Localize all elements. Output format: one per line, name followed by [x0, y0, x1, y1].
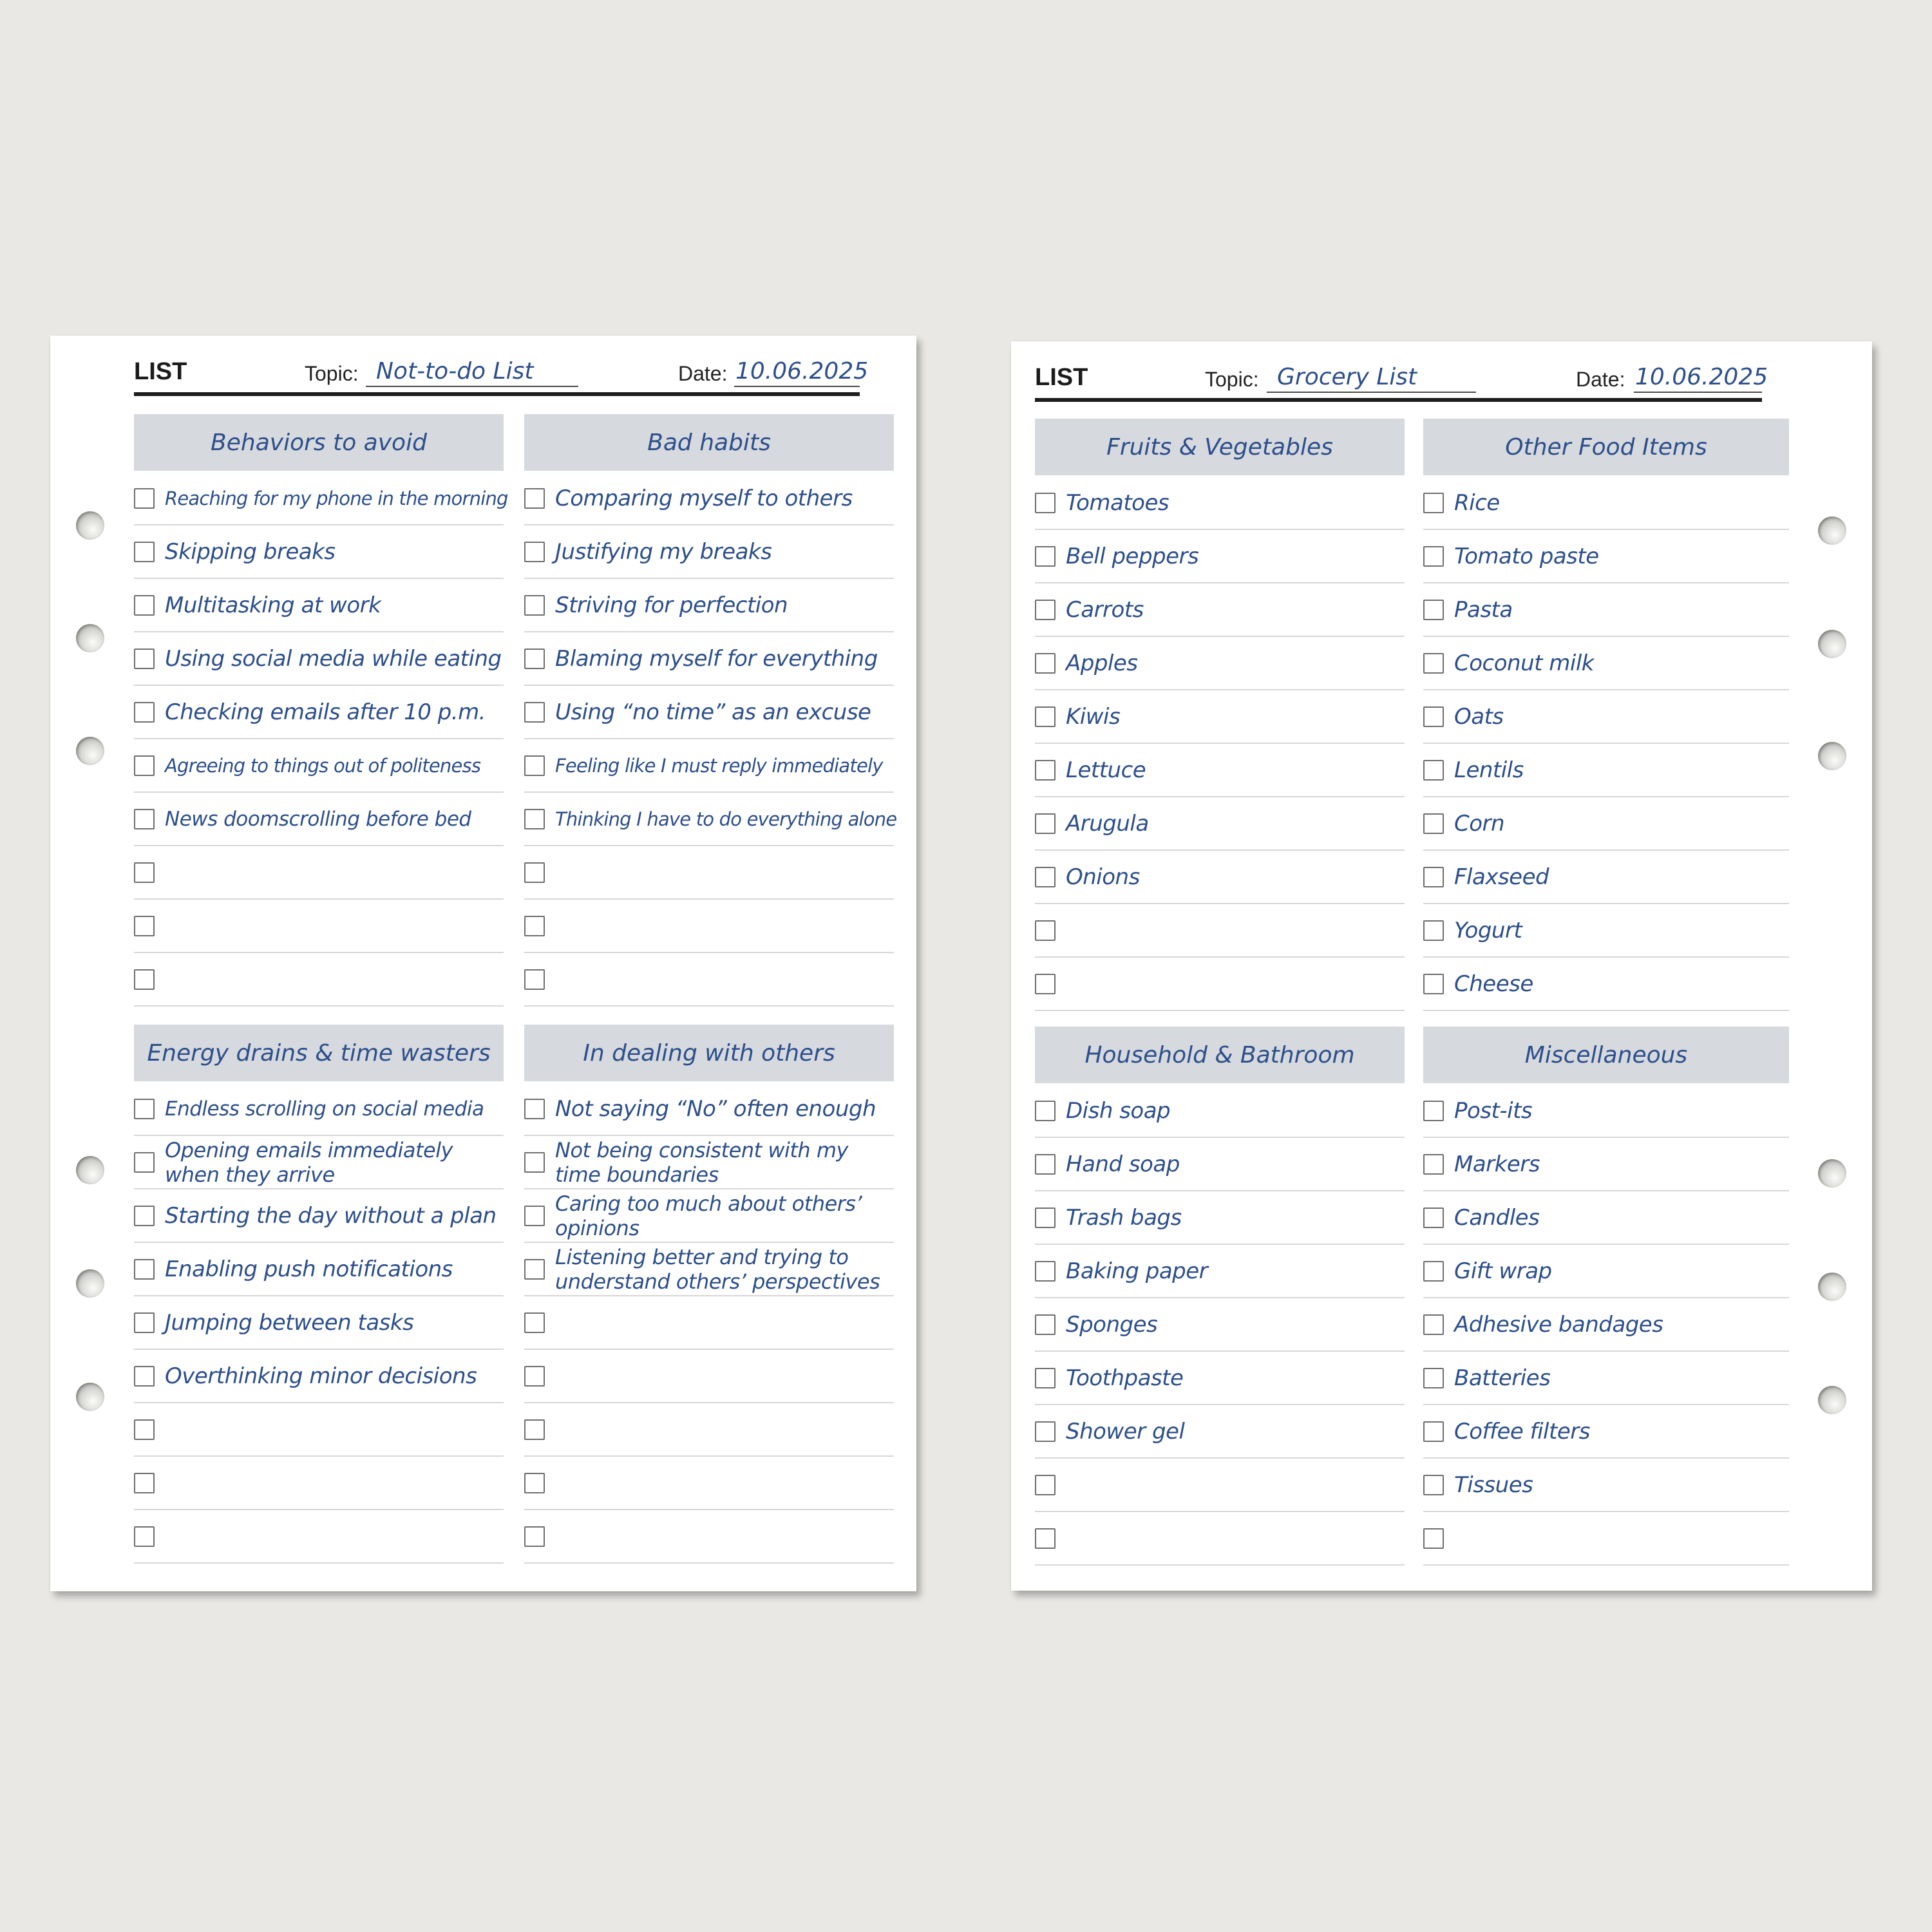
- list-item: [524, 1083, 894, 1136]
- checkbox[interactable]: [1035, 974, 1056, 994]
- item-text: Reaching for my phone in the morning: [165, 487, 508, 509]
- punch-hole: [76, 624, 104, 652]
- list-item: [134, 1083, 504, 1136]
- item-text: Skipping breaks: [165, 538, 336, 565]
- date-label: Date:: [678, 362, 728, 385]
- checkbox[interactable]: [134, 702, 155, 723]
- checkbox[interactable]: [1423, 600, 1444, 620]
- checkbox[interactable]: [1035, 813, 1056, 834]
- item-text: Tomato paste: [1454, 543, 1599, 569]
- list-item: [1035, 744, 1405, 797]
- checkbox[interactable]: [1035, 653, 1056, 674]
- checkbox[interactable]: [1423, 1154, 1444, 1175]
- checkbox[interactable]: [1423, 706, 1444, 727]
- item-text: News doomscrolling before bed: [165, 807, 471, 831]
- list-item: [134, 632, 504, 686]
- checkbox[interactable]: [1423, 867, 1444, 887]
- checkbox[interactable]: [524, 969, 545, 990]
- list-item: [1423, 1512, 1789, 1566]
- section-household-bathroom: [1035, 1027, 1405, 1566]
- item-text: Striving for perfection: [555, 592, 788, 618]
- punch-hole: [76, 1156, 104, 1184]
- checkbox[interactable]: [134, 1366, 155, 1387]
- punch-hole: [1818, 1273, 1846, 1301]
- item-text: Lentils: [1454, 757, 1524, 783]
- item-text: Yogurt: [1454, 917, 1522, 943]
- item-text: Checking emails after 10 p.m.: [165, 699, 486, 725]
- checkbox[interactable]: [524, 916, 545, 936]
- checkbox[interactable]: [1423, 813, 1444, 834]
- list-item: [1423, 904, 1789, 958]
- item-text: Cheese: [1454, 971, 1533, 997]
- list-item: [1423, 1084, 1789, 1138]
- section-behaviors-to-avoid: [134, 414, 508, 1007]
- section-title: Household & Bathroom: [1035, 1027, 1405, 1083]
- list-item: [1423, 744, 1789, 797]
- list-item: [134, 1243, 504, 1296]
- item-text: Arugula: [1066, 810, 1149, 837]
- checkbox[interactable]: [1035, 1528, 1056, 1549]
- item-text: Flaxseed: [1454, 864, 1549, 890]
- list-item: [524, 1243, 894, 1296]
- checkbox[interactable]: [134, 595, 155, 616]
- section-title: Behaviors to avoid: [134, 414, 504, 471]
- punch-hole: [1818, 1386, 1846, 1414]
- list-item: [1035, 1138, 1405, 1191]
- list-item: [1035, 690, 1405, 744]
- item-text: Bell peppers: [1066, 543, 1199, 569]
- item-text: Lettuce: [1066, 757, 1146, 783]
- item-text: Using social media while eating: [165, 645, 502, 672]
- checkbox[interactable]: [524, 1526, 545, 1547]
- item-text: Comparing myself to others: [555, 485, 853, 511]
- checkbox[interactable]: [1423, 1368, 1444, 1388]
- section-energy-drains: [134, 1025, 504, 1564]
- item-text: Hand soap: [1066, 1151, 1180, 1177]
- item-text: Coffee filters: [1454, 1418, 1590, 1444]
- checkbox[interactable]: [1035, 920, 1056, 941]
- checkbox[interactable]: [1035, 1314, 1056, 1335]
- checkbox[interactable]: [134, 1206, 155, 1226]
- item-text: Listening better and trying to understand others’ perspectives: [555, 1244, 880, 1294]
- item-text: Markers: [1454, 1151, 1540, 1177]
- list-item: [1035, 958, 1405, 1011]
- list-item: [134, 1296, 504, 1350]
- list-item: [1035, 851, 1405, 904]
- checkbox[interactable]: [1035, 1421, 1056, 1442]
- list-item: [134, 579, 504, 632]
- list-item: [134, 1136, 504, 1189]
- item-text: Using “no time” as an excuse: [555, 699, 871, 725]
- checkbox[interactable]: [524, 1259, 545, 1280]
- list-item: [524, 793, 897, 846]
- checkbox[interactable]: [524, 862, 545, 883]
- section-title: Fruits & Vegetables: [1035, 419, 1405, 475]
- item-text: Corn: [1454, 810, 1505, 837]
- checkbox[interactable]: [134, 649, 155, 669]
- section-bad-habits: [524, 414, 897, 1007]
- list-item: [524, 472, 894, 526]
- item-text: Apples: [1066, 650, 1138, 676]
- item-text: Dish soap: [1066, 1097, 1171, 1124]
- checkbox[interactable]: [1035, 1261, 1056, 1282]
- item-text: Jumping between tasks: [165, 1309, 414, 1336]
- checkbox[interactable]: [134, 542, 155, 562]
- checkbox[interactable]: [524, 702, 545, 723]
- list-item: [524, 846, 894, 900]
- punch-hole: [1818, 630, 1846, 658]
- list-item: [1423, 958, 1789, 1011]
- checkbox[interactable]: [134, 1312, 155, 1333]
- list-item: [1423, 797, 1789, 851]
- topic-field[interactable]: Not-to-do List: [366, 356, 578, 387]
- item-text: Baking paper: [1066, 1258, 1208, 1284]
- item-text: Enabling push notifications: [165, 1256, 453, 1282]
- section-title: Miscellaneous: [1423, 1027, 1789, 1083]
- checkbox[interactable]: [1035, 867, 1056, 887]
- checkbox[interactable]: [134, 1099, 155, 1119]
- checkbox[interactable]: [134, 1152, 155, 1173]
- checkbox[interactable]: [134, 969, 155, 990]
- item-text: Multitasking at work: [165, 592, 381, 618]
- item-text: Opening emails immediately when they arrive: [165, 1137, 453, 1187]
- section-fruits-vegetables: [1035, 419, 1405, 1011]
- item-text: Gift wrap: [1454, 1258, 1552, 1284]
- list-item: [524, 686, 894, 739]
- list-item: [524, 739, 894, 793]
- checkbox[interactable]: [1423, 1314, 1444, 1335]
- item-text: Starting the day without a plan: [165, 1202, 497, 1229]
- list-item: [524, 1350, 894, 1403]
- list-item: [1423, 1191, 1789, 1245]
- checkbox[interactable]: [1035, 493, 1056, 513]
- list-item: [1423, 1352, 1789, 1405]
- checkbox[interactable]: [1423, 1208, 1444, 1228]
- checkbox[interactable]: [524, 1099, 545, 1119]
- list-item: [134, 793, 504, 846]
- list-item: [1423, 690, 1789, 744]
- list-item: [1423, 1459, 1789, 1512]
- list-item: [1035, 1084, 1405, 1138]
- checkbox[interactable]: [1423, 920, 1444, 941]
- list-item: [1035, 1512, 1405, 1566]
- list-item: [134, 1350, 504, 1403]
- list-item: [1035, 904, 1405, 958]
- punch-hole: [1818, 516, 1846, 545]
- checkbox[interactable]: [1423, 493, 1444, 513]
- list-item: [1035, 1405, 1405, 1459]
- list-item: [134, 1510, 504, 1564]
- checkbox[interactable]: [134, 862, 155, 883]
- list-item: [134, 953, 504, 1007]
- checkbox[interactable]: [1423, 1101, 1444, 1121]
- item-text: Sponges: [1066, 1311, 1158, 1338]
- list-item: [524, 953, 894, 1007]
- list-item: [1423, 1245, 1789, 1298]
- checkbox[interactable]: [134, 755, 155, 776]
- list-item: [1035, 1298, 1405, 1352]
- list-title: LIST: [134, 358, 187, 385]
- date-field[interactable]: 10.06.2025: [1634, 362, 1762, 393]
- list-item: [1423, 1298, 1789, 1352]
- item-text: Caring too much about others’ opinions: [555, 1191, 862, 1240]
- list-item: [1035, 797, 1405, 851]
- item-text: Endless scrolling on social media: [165, 1097, 484, 1121]
- checkbox[interactable]: [134, 1259, 155, 1280]
- checkbox[interactable]: [134, 488, 155, 509]
- list-item: [524, 1510, 894, 1564]
- section-dealing-with-others: [524, 1025, 894, 1564]
- checkbox[interactable]: [1035, 706, 1056, 727]
- list-item: [1035, 530, 1405, 583]
- checkbox[interactable]: [524, 1419, 545, 1440]
- list-item: [1423, 583, 1789, 637]
- checkbox[interactable]: [1423, 1421, 1444, 1442]
- checkbox[interactable]: [524, 1206, 545, 1226]
- checkbox[interactable]: [524, 649, 545, 669]
- checkbox[interactable]: [524, 595, 545, 616]
- sheet-header: [1035, 359, 1768, 402]
- list-item: [1035, 477, 1405, 530]
- list-item: [524, 632, 894, 686]
- punch-hole: [76, 511, 104, 540]
- item-text: Post-its: [1454, 1097, 1533, 1124]
- checkbox[interactable]: [524, 1312, 545, 1333]
- list-item: [1423, 851, 1789, 904]
- list-item: [524, 579, 894, 632]
- checkbox[interactable]: [1035, 1101, 1056, 1121]
- item-text: Agreeing to things out of politeness: [165, 754, 481, 777]
- checkbox[interactable]: [1035, 1368, 1056, 1388]
- checkbox[interactable]: [134, 809, 155, 829]
- checkbox[interactable]: [1035, 1475, 1056, 1495]
- punch-hole: [76, 1383, 104, 1411]
- list-item: [524, 1403, 894, 1457]
- list-item: [1423, 1405, 1789, 1459]
- item-text: Not saying “No” often enough: [555, 1095, 876, 1122]
- list-item: [524, 526, 894, 579]
- checkbox[interactable]: [1035, 760, 1056, 781]
- checkbox[interactable]: [1423, 546, 1444, 567]
- item-text: Pasta: [1454, 596, 1513, 623]
- list-item: [1035, 1245, 1405, 1298]
- item-text: Overthinking minor decisions: [165, 1363, 477, 1389]
- section-miscellaneous: [1423, 1027, 1789, 1566]
- checkbox[interactable]: [524, 1366, 545, 1387]
- sheet-header: [134, 354, 869, 396]
- list-item: [134, 900, 504, 953]
- checkbox[interactable]: [1035, 600, 1056, 620]
- list-item: [134, 846, 504, 900]
- list-item: [134, 1189, 504, 1243]
- list-item: [1035, 1191, 1405, 1245]
- checkbox[interactable]: [1423, 1528, 1444, 1549]
- checkbox[interactable]: [1423, 974, 1444, 994]
- checkbox[interactable]: [524, 1473, 545, 1493]
- list-item: [134, 1403, 504, 1457]
- section-title: In dealing with others: [524, 1025, 894, 1081]
- list-item: [524, 900, 894, 953]
- list-item: [134, 526, 504, 579]
- checkbox[interactable]: [1423, 760, 1444, 781]
- checkbox[interactable]: [524, 809, 545, 829]
- section-other-food-items: [1423, 419, 1789, 1011]
- item-text: Candles: [1454, 1204, 1540, 1231]
- item-text: Not being consistent with my time boundaries: [555, 1137, 848, 1187]
- date-label: Date:: [1576, 368, 1625, 391]
- item-text: Thinking I have to do everything alone: [555, 808, 897, 830]
- topic-field[interactable]: Grocery List: [1267, 362, 1476, 393]
- list-item: [1035, 637, 1405, 690]
- checkbox[interactable]: [1423, 1475, 1444, 1495]
- item-text: Feeling like I must reply immediately: [555, 754, 883, 777]
- item-text: Toothpaste: [1066, 1365, 1184, 1391]
- item-text: Oats: [1454, 703, 1504, 730]
- punch-hole: [76, 737, 104, 765]
- item-text: Trash bags: [1066, 1204, 1182, 1231]
- list-item: [1423, 1138, 1789, 1191]
- list-item: [1035, 583, 1405, 637]
- item-text: Carrots: [1066, 596, 1144, 623]
- topic-label: Topic:: [1205, 368, 1259, 391]
- punch-hole: [1818, 742, 1846, 770]
- checkbox[interactable]: [524, 755, 545, 776]
- item-text: Tomatoes: [1066, 489, 1170, 516]
- checkbox[interactable]: [524, 542, 545, 562]
- list-item: [524, 1457, 894, 1510]
- item-text: Onions: [1066, 864, 1140, 890]
- checkbox[interactable]: [134, 1473, 155, 1493]
- checkbox[interactable]: [1423, 653, 1444, 674]
- checkbox[interactable]: [1035, 1154, 1056, 1175]
- list-item: [1035, 1459, 1405, 1512]
- item-text: Adhesive bandages: [1454, 1311, 1663, 1338]
- list-item: [524, 1189, 894, 1243]
- item-text: Shower gel: [1066, 1418, 1185, 1444]
- list-item: [1423, 530, 1789, 583]
- list-item: [1423, 637, 1789, 690]
- list-item: [134, 686, 504, 739]
- list-item: [524, 1296, 894, 1350]
- list-item: [134, 472, 508, 526]
- item-text: Blaming myself for everything: [555, 645, 878, 672]
- checkbox[interactable]: [134, 916, 155, 936]
- punch-hole: [76, 1269, 104, 1298]
- section-title: Other Food Items: [1423, 419, 1789, 475]
- item-text: Batteries: [1454, 1365, 1551, 1391]
- item-text: Kiwis: [1066, 703, 1121, 730]
- list-item: [134, 739, 504, 793]
- list-item: [524, 1136, 894, 1189]
- item-text: Coconut milk: [1454, 650, 1594, 676]
- checkbox[interactable]: [134, 1526, 155, 1547]
- item-text: Rice: [1454, 489, 1500, 516]
- checkbox[interactable]: [524, 1152, 545, 1173]
- list-item: [1423, 477, 1789, 530]
- checkbox[interactable]: [1423, 1261, 1444, 1282]
- section-title: Bad habits: [524, 414, 894, 471]
- checkbox[interactable]: [1035, 546, 1056, 567]
- date-field[interactable]: 10.06.2025: [734, 356, 860, 387]
- checkbox[interactable]: [1035, 1208, 1056, 1228]
- item-text: Tissues: [1454, 1472, 1533, 1498]
- checkbox[interactable]: [134, 1419, 155, 1440]
- planner-sheet-not-to-do: [50, 336, 916, 1591]
- checkbox[interactable]: [524, 488, 545, 509]
- punch-hole: [1818, 1159, 1846, 1188]
- section-title: Energy drains & time wasters: [134, 1025, 504, 1081]
- planner-sheet-grocery: [1011, 341, 1872, 1591]
- topic-label: Topic:: [305, 362, 359, 385]
- list-item: [134, 1457, 504, 1510]
- list-title: LIST: [1035, 364, 1088, 391]
- list-item: [1035, 1352, 1405, 1405]
- item-text: Justifying my breaks: [555, 538, 772, 565]
